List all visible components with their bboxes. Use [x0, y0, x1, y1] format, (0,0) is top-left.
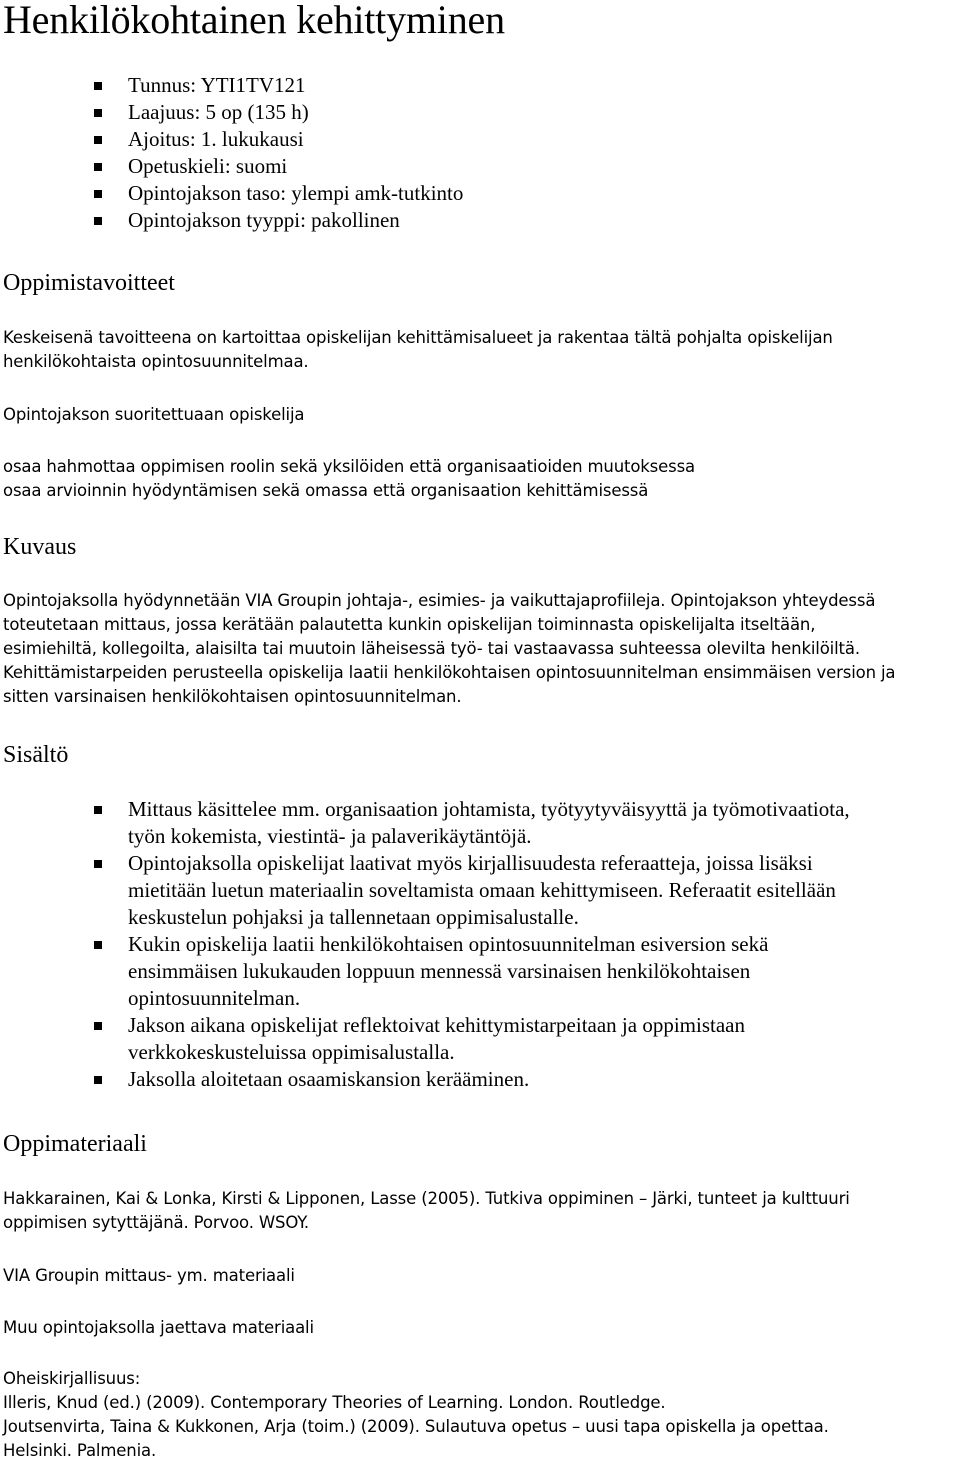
list-item [0, 850, 850, 931]
content-heading: Sisältö [3, 742, 69, 768]
text-line: Illeris, Knud (ed.) (2009). Contemporary Theories of Learning. London. Routledge. [3, 1393, 666, 1412]
item-line: keskustelun pohjaksi ja tallennetaan oppimisalustalle. [128, 905, 579, 929]
text-line: Hakkarainen, Kai & Lonka, Kirsti & Lipponen, Lasse (2005). Tutkiva oppiminen – Järki, tunteet ja kulttuuri [3, 1189, 850, 1208]
objectives-intro: Opintojakson suoritettuaan opiskelija [3, 405, 305, 424]
material-reference-1 [3, 1187, 850, 1235]
text-line: esimiehiltä, kollegoilta, alaisilta tai muutoin läheisessä työ- tai vastaavassa suhteessa olevilta henkilöiltä. [3, 639, 860, 658]
text-line: toteutetaan mittaus, jossa kerätään palautetta kunkin opiskelijan toiminnasta opiskelijalta itseltään, [3, 615, 816, 634]
item-line: Kukin opiskelija laatii henkilökohtaisen opintosuunnitelman esiversion sekä [128, 932, 769, 956]
item-line: Jakson aikana opiskelijat reflektoivat kehittymistarpeitaan ja oppimistaan [128, 1013, 745, 1037]
material-via: VIA Groupin mittaus- ym. materiaali [3, 1266, 295, 1285]
list-item: Opetuskieli: suomi [0, 153, 463, 180]
item-line: opintosuunnitelman. [128, 986, 301, 1010]
item-line: Opintojaksolla opiskelijat laativat myös kirjallisuudesta referaatteja, joissa lisäksi [128, 851, 813, 875]
item-line: verkkokeskusteluissa oppimisalustalla. [128, 1040, 455, 1064]
item-line: ensimmäisen lukukauden loppuun mennessä varsinaisen henkilökohtaisen [128, 959, 751, 983]
text-line: Joutsenvirta, Taina & Kukkonen, Arja (toim.) (2009). Sulautuva opetus – uusi tapa opiskella ja opettaa. [3, 1417, 829, 1436]
text-line: henkilökohtaista opintosuunnitelmaa. [3, 352, 309, 371]
text-line: Keskeisenä tavoitteena on kartoittaa opiskelijan kehittämisalueet ja rakentaa tältä pohjalta opiskelijan [3, 328, 833, 347]
material-other: Muu opintojaksolla jaettava materiaali [3, 1318, 314, 1337]
item-line: Jaksolla aloitetaan osaamiskansion kerääminen. [128, 1067, 530, 1091]
list-item: Laajuus: 5 op (135 h) [0, 99, 463, 126]
description-paragraph [3, 589, 895, 709]
item-line: mietitään luetun materiaalin soveltamista omaan kehittymiseen. Referaatit esitellään [128, 878, 836, 902]
list-item: Ajoitus: 1. lukukausi [0, 126, 463, 153]
outcome-line: osaa hahmottaa oppimisen roolin sekä yksilöiden että organisaatioiden muutoksessa [3, 457, 695, 476]
content-list [0, 796, 850, 1093]
text-line: Kehittämistarpeiden perusteella opiskelija laatii henkilökohtaisen opintosuunnitelman ensimmäisen version ja [3, 663, 896, 682]
list-item [0, 1066, 850, 1093]
list-item [0, 1012, 850, 1066]
description-heading: Kuvaus [3, 534, 77, 560]
learning-outcomes [3, 455, 695, 503]
supplementary-literature [3, 1367, 829, 1463]
outcome-line: osaa arvioinnin hyödyntämisen sekä omassa että organisaation kehittämisessä [3, 481, 649, 500]
text-line: Opintojaksolla hyödynnetään VIA Groupin johtaja-, esimies- ja vaikuttajaprofiileja. Opintojakson yhteydessä [3, 591, 876, 610]
text-line: Helsinki. Palmenia. [3, 1441, 157, 1460]
list-item [0, 931, 850, 1012]
list-item: Tunnus: YTI1TV121 [0, 72, 463, 99]
page-title: Henkilökohtainen kehittyminen [3, 0, 505, 42]
text-line: sitten varsinaisen henkilökohtaisen opintosuunnitelman. [3, 687, 462, 706]
supplementary-label: Oheiskirjallisuus: [3, 1369, 141, 1388]
list-item: Opintojakson tyyppi: pakollinen [0, 207, 463, 234]
item-line: työn kokemista, viestintä- ja palaverikäytäntöjä. [128, 824, 532, 848]
materials-heading: Oppimateriaali [3, 1131, 147, 1157]
objectives-heading: Oppimistavoitteet [3, 270, 175, 296]
item-line: Mittaus käsittelee mm. organisaation johtamista, työtyytyväisyyttä ja työmotivaatiota, [128, 797, 850, 821]
list-item: Opintojakson taso: ylempi amk-tutkinto [0, 180, 463, 207]
list-item [0, 796, 850, 850]
text-line: oppimisen sytyttäjänä. Porvoo. WSOY. [3, 1213, 309, 1232]
course-info-list [0, 72, 463, 234]
objectives-paragraph [3, 326, 833, 374]
